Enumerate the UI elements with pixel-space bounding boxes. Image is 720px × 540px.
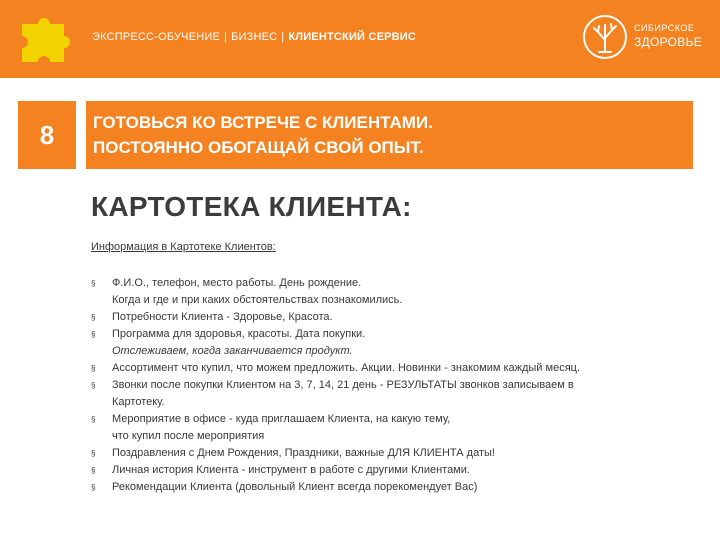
list-item-text: Ассортимент что купил, что можем предложить. Акции. Новинки - знакомим каждый месяц. bbox=[112, 362, 581, 374]
brand-line2: ЗДОРОВЬЕ bbox=[634, 35, 703, 49]
step-headline bbox=[86, 101, 693, 169]
header-bar bbox=[0, 0, 720, 78]
list-item-text: Мероприятие в офисе - куда приглашаем Клиента, на какую тему, bbox=[112, 413, 451, 425]
page-title: КАРТОТЕКА КЛИЕНТА: bbox=[91, 191, 412, 222]
list-item-text: Программа для здоровья, красоты. Дата покупки. bbox=[112, 328, 366, 340]
list-item bbox=[91, 326, 691, 360]
headline-line1: ГОТОВЬСЯ КО ВСТРЕЧЕ С КЛИЕНТАМИ. bbox=[93, 113, 433, 132]
list-item bbox=[91, 377, 691, 411]
breadcrumb bbox=[92, 31, 416, 43]
breadcrumb-separator: | bbox=[224, 31, 228, 43]
tree-logo-icon bbox=[582, 14, 628, 60]
list-item-text: что купил после мероприятия bbox=[112, 430, 265, 442]
bullet-icon: § bbox=[91, 313, 96, 322]
breadcrumb-item-business: БИЗНЕС bbox=[231, 31, 278, 43]
list-item-text: Звонки после покупки Клиентом на 3, 7, 14, 21 день - РЕЗУЛЬТАТЫ звонков записываем в bbox=[112, 379, 574, 391]
list-item bbox=[91, 462, 691, 479]
list-item-text: Отслеживаем, когда заканчивается продукт. bbox=[112, 345, 353, 357]
list-item-text: Рекомендации Клиента (довольный Клиент всегда порекомендует Вас) bbox=[112, 481, 478, 493]
list-item-text: Когда и где и при каких обстоятельствах познакомились. bbox=[112, 294, 403, 306]
list-item-text: Ф.И.О., телефон, место работы. День рождение. bbox=[112, 277, 362, 289]
list-item-text: Потребности Клиента - Здоровье, Красота. bbox=[112, 311, 333, 323]
bullet-icon: § bbox=[91, 364, 96, 373]
brand-line1: СИБИРСКОЕ bbox=[634, 23, 695, 33]
list-item-text: Личная история Клиента - инструмент в работе с другими Клиентами. bbox=[112, 464, 470, 476]
breadcrumb-item-express: ЭКСПРЕСС-ОБУЧЕНИЕ bbox=[92, 31, 221, 43]
list-item bbox=[91, 479, 691, 496]
brand-name bbox=[634, 21, 702, 49]
bullet-icon: § bbox=[91, 381, 96, 390]
headline-line2: ПОСТОЯННО ОБОГАЩАЙ СВОЙ ОПЫТ. bbox=[93, 138, 424, 157]
list-item bbox=[91, 411, 691, 445]
list-item bbox=[91, 309, 691, 326]
brand-logo bbox=[582, 14, 712, 64]
breadcrumb-separator: | bbox=[281, 31, 285, 43]
bullet-icon: § bbox=[91, 466, 96, 475]
list-item-text: Картотеку. bbox=[112, 396, 165, 408]
bullet-icon: § bbox=[91, 330, 96, 339]
bullet-icon: § bbox=[91, 483, 96, 492]
list-item bbox=[91, 360, 691, 377]
list-item bbox=[91, 445, 691, 462]
step-number: 8 bbox=[18, 101, 76, 169]
bullet-icon: § bbox=[91, 279, 96, 288]
bullet-icon: § bbox=[91, 415, 96, 424]
info-list bbox=[91, 275, 691, 496]
list-item-text: Поздравления с Днем Рождения, Праздники, важные ДЛЯ КЛИЕНТА даты! bbox=[112, 447, 495, 459]
list-item bbox=[91, 275, 691, 309]
puzzle-icon bbox=[14, 10, 78, 70]
bullet-icon: § bbox=[91, 449, 96, 458]
intro-text: Информация в Картотеке Клиентов: bbox=[91, 241, 276, 253]
breadcrumb-item-client-service: КЛИЕНТСКИЙ СЕРВИС bbox=[288, 31, 417, 43]
